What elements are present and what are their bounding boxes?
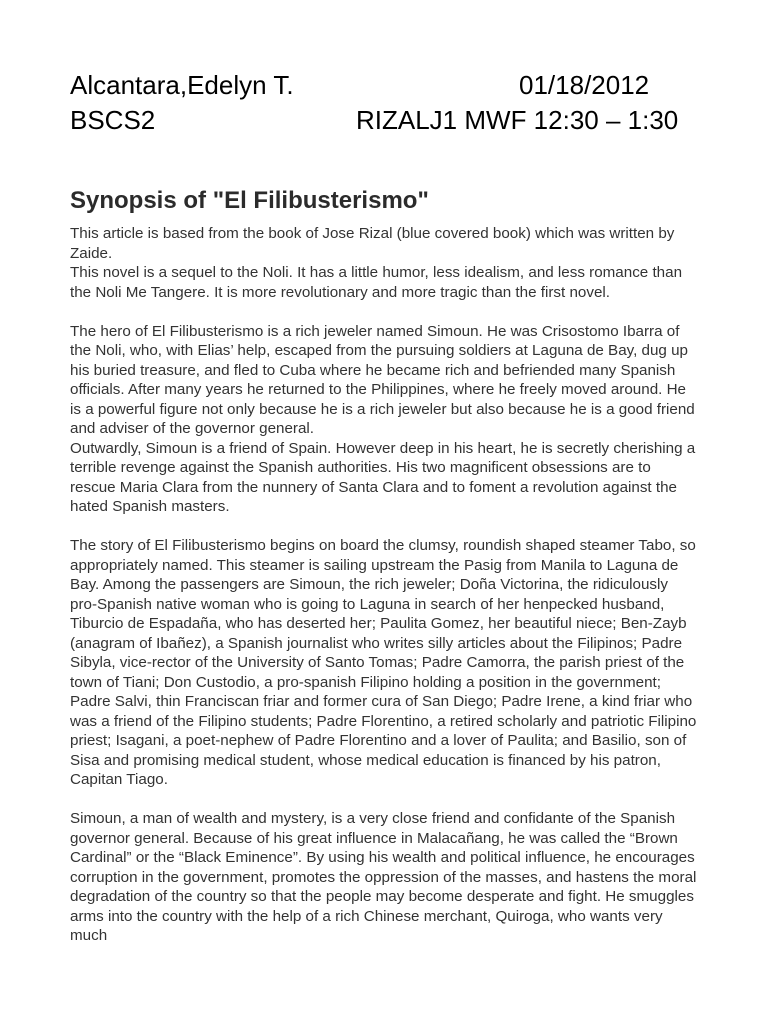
body-paragraph-story-begins: The story of El Filibusterismo begins on board the clumsy, roundish shaped steamer Tabo, so appropriately named. This steamer is sailing upstream the Pasig from Manila to Laguna de Bay. Among the passengers are Simoun, the rich jeweler; Doña Victorina, the ridiculously pro-Spanish native woman who is going to Laguna in search of her henpecked husband, Tiburcio de Espadaña, who has deserted her; Paulita Gomez, her beautiful niece; Ben-Zayb (anagram of Ibañez), a Spanish journalist who writes silly articles about the Filipinos; Padre Sibyla, vice-rector of the University of Santo Tomas; Padre Camorra, the parish priest of the town of Tiani; Don Custodio, a pro-spanish Filipino holding a position in the government; Padre Salvi, thin Franciscan friar and former cura of San Diego; Padre Irene, a kind friar who was a friend of the Filipino students; Padre Florentino, a retired scholarly and patriotic Filipino priest; Isagani, a poet-nephew of Padre Florentino and a lover of Paulita; and Basilio, son of Sisa and promising medical student, whose medical education is financed by his patron, Capitan Tiago.	[70, 537, 697, 788]
body-paragraph-simoun: Simoun, a man of wealth and mystery, is a very close friend and confidante of the Spanish governor general. Because of his great influence in Malacañang, he was called the “Brown Cardinal” or the “Black Eminence”. By using his wealth and political influence, he encourages corruption in the government, promotes the oppression of the masses, and hastens the moral degradation of the country so that the people may become desperate and fight. He smuggles arms into the country with the help of a rich Chinese merchant, Quiroga, who wants very much	[70, 810, 697, 944]
header-line-2	[70, 103, 698, 137]
header-line-1	[70, 68, 698, 102]
document-page	[70, 0, 698, 944]
body-paragraph-source: This article is based from the book of Jose Rizal (blue covered book) which was written by Zaide.	[70, 225, 675, 262]
body-paragraph-hero: The hero of El Filibusterismo is a rich jeweler named Simoun. He was Crisostomo Ibarra of the Noli, who, with Elias’ help, escaped from the pursuing soldiers at Laguna de Bay, dug up his buried treasure, and fled to Cuba where he became rich and befriended many Spanish officials. After many years he returned to the Philippines, where he freely moved around. He is a powerful figure not only because he is a rich jeweler but also because he is a good friend and adviser of the governor general.	[70, 322, 695, 437]
body-paragraph-revenge: Outwardly, Simoun is a friend of Spain. However deep in his heart, he is secretly cherishing a terrible revenge against the Spanish authorities. His two magnificent obsessions are to rescue Maria Clara from the nunnery of Santa Clara and to foment a revolution against the hated Spanish masters.	[70, 439, 696, 515]
author-name: Alcantara,Edelyn T.	[70, 70, 294, 100]
body-paragraph-sequel: This novel is a sequel to the Noli. It has a little humor, less idealism, and less romance than the Noli Me Tangere. It is more revolutionary and more tragic than the first novel.	[70, 264, 683, 301]
document-body	[70, 224, 698, 946]
document-title: Synopsis of "El Filibusterismo"	[70, 187, 429, 214]
class-schedule: RIZALJ1 MWF 12:30 – 1:30	[356, 105, 679, 135]
document-date: 01/18/2012	[519, 70, 650, 100]
document-header	[70, 0, 698, 140]
course-code: BSCS2	[70, 105, 156, 135]
